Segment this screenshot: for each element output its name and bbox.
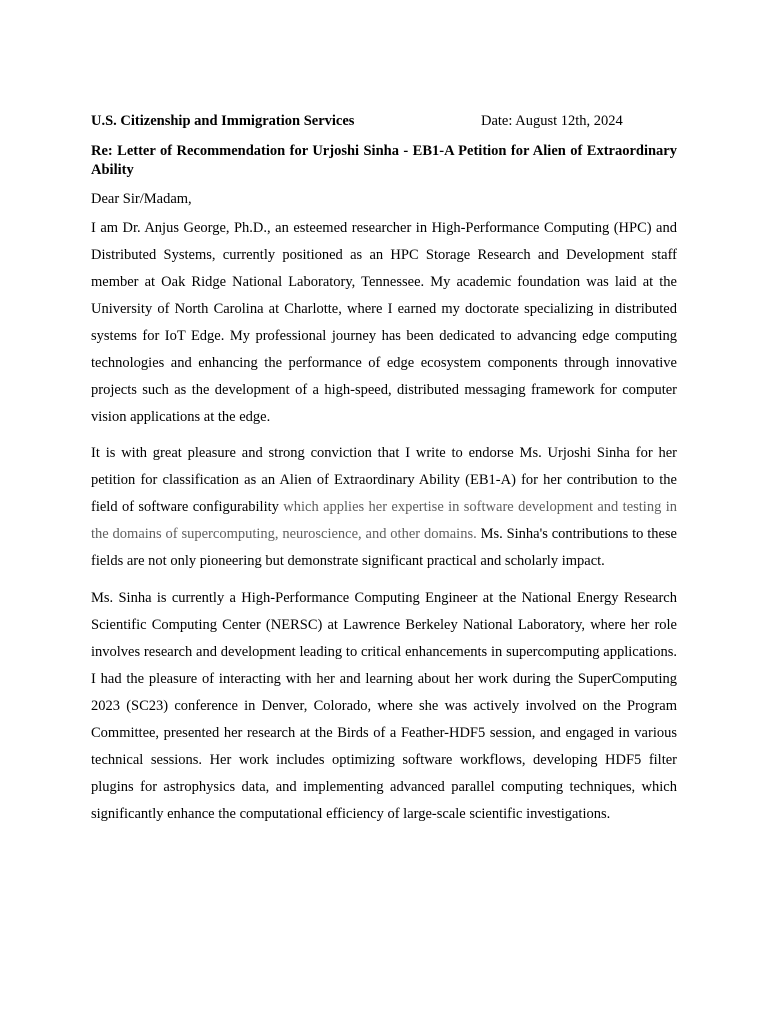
paragraph-intro: I am Dr. Anjus George, Ph.D., an esteemed researcher in High-Performance Computing (HPC) and Distributed Systems, currently positioned as an HPC Storage Research and Development staff member at Oak Ridge National Laboratory, Tennessee. My academic foundation was laid at the University of North Carolina at Charlotte, where I earned my doctorate specializing in distributed systems for IoT Edge. My professional journey has been dedicated to advancing edge computing technologies and enhancing the performance of edge ecosystem components through innovative projects such as the development of a high-speed, distributed messaging framework for computer vision applications at the edge. [91,220,677,425]
endorsement-text-highlight: which applies her expertise in software development and testing in the domains of supercomputing, neuroscience, and other domains. [91,499,677,542]
letter-page [91,111,677,828]
subject-line: Re: Letter of Recommendation for Urjoshi Sinha - EB1-A Petition for Alien of Extraordinary Ability [91,143,677,178]
paragraph-endorsement [91,440,677,575]
letter-header [91,111,677,131]
paragraph-current-role: Ms. Sinha is currently a High-Performance Computing Engineer at the National Energy Research Scientific Computing Center (NERSC) at Lawrence Berkeley National Laboratory, where her role involves research and development leading to critical enhancements in supercomputing applications. I had the pleasure of interacting with her and learning about her work during the SuperComputing 2023 (SC23) conference in Denver, Colorado, where she was actively involved on the Program Committee, presented her research at the Birds of a Feather-HDF5 session, and engaged in various technical sessions. Her work includes optimizing software workflows, developing HDF5 filter plugins for astrophysics data, and implementing advanced parallel computing techniques, which significantly enhance the computational efficiency of large-scale scientific investigations. [91,590,677,822]
salutation: Dear Sir/Madam, [91,191,192,207]
recipient-line: U.S. Citizenship and Immigration Services [91,113,355,129]
letter-date: Date: August 12th, 2024 [481,113,623,129]
endorsement-text-start: It is with great pleasure and strong conviction that I write to endorse Ms. Urjoshi Sinha for her petition for classification as an Alien of Extraordinary Ability (EB1-A) for her contribution to the field of software configurability [91,445,677,515]
endorsement-text-end: Ms. Sinha's contributions to these fields are not only pioneering but demonstrate significant practical and scholarly impact. [91,526,677,569]
